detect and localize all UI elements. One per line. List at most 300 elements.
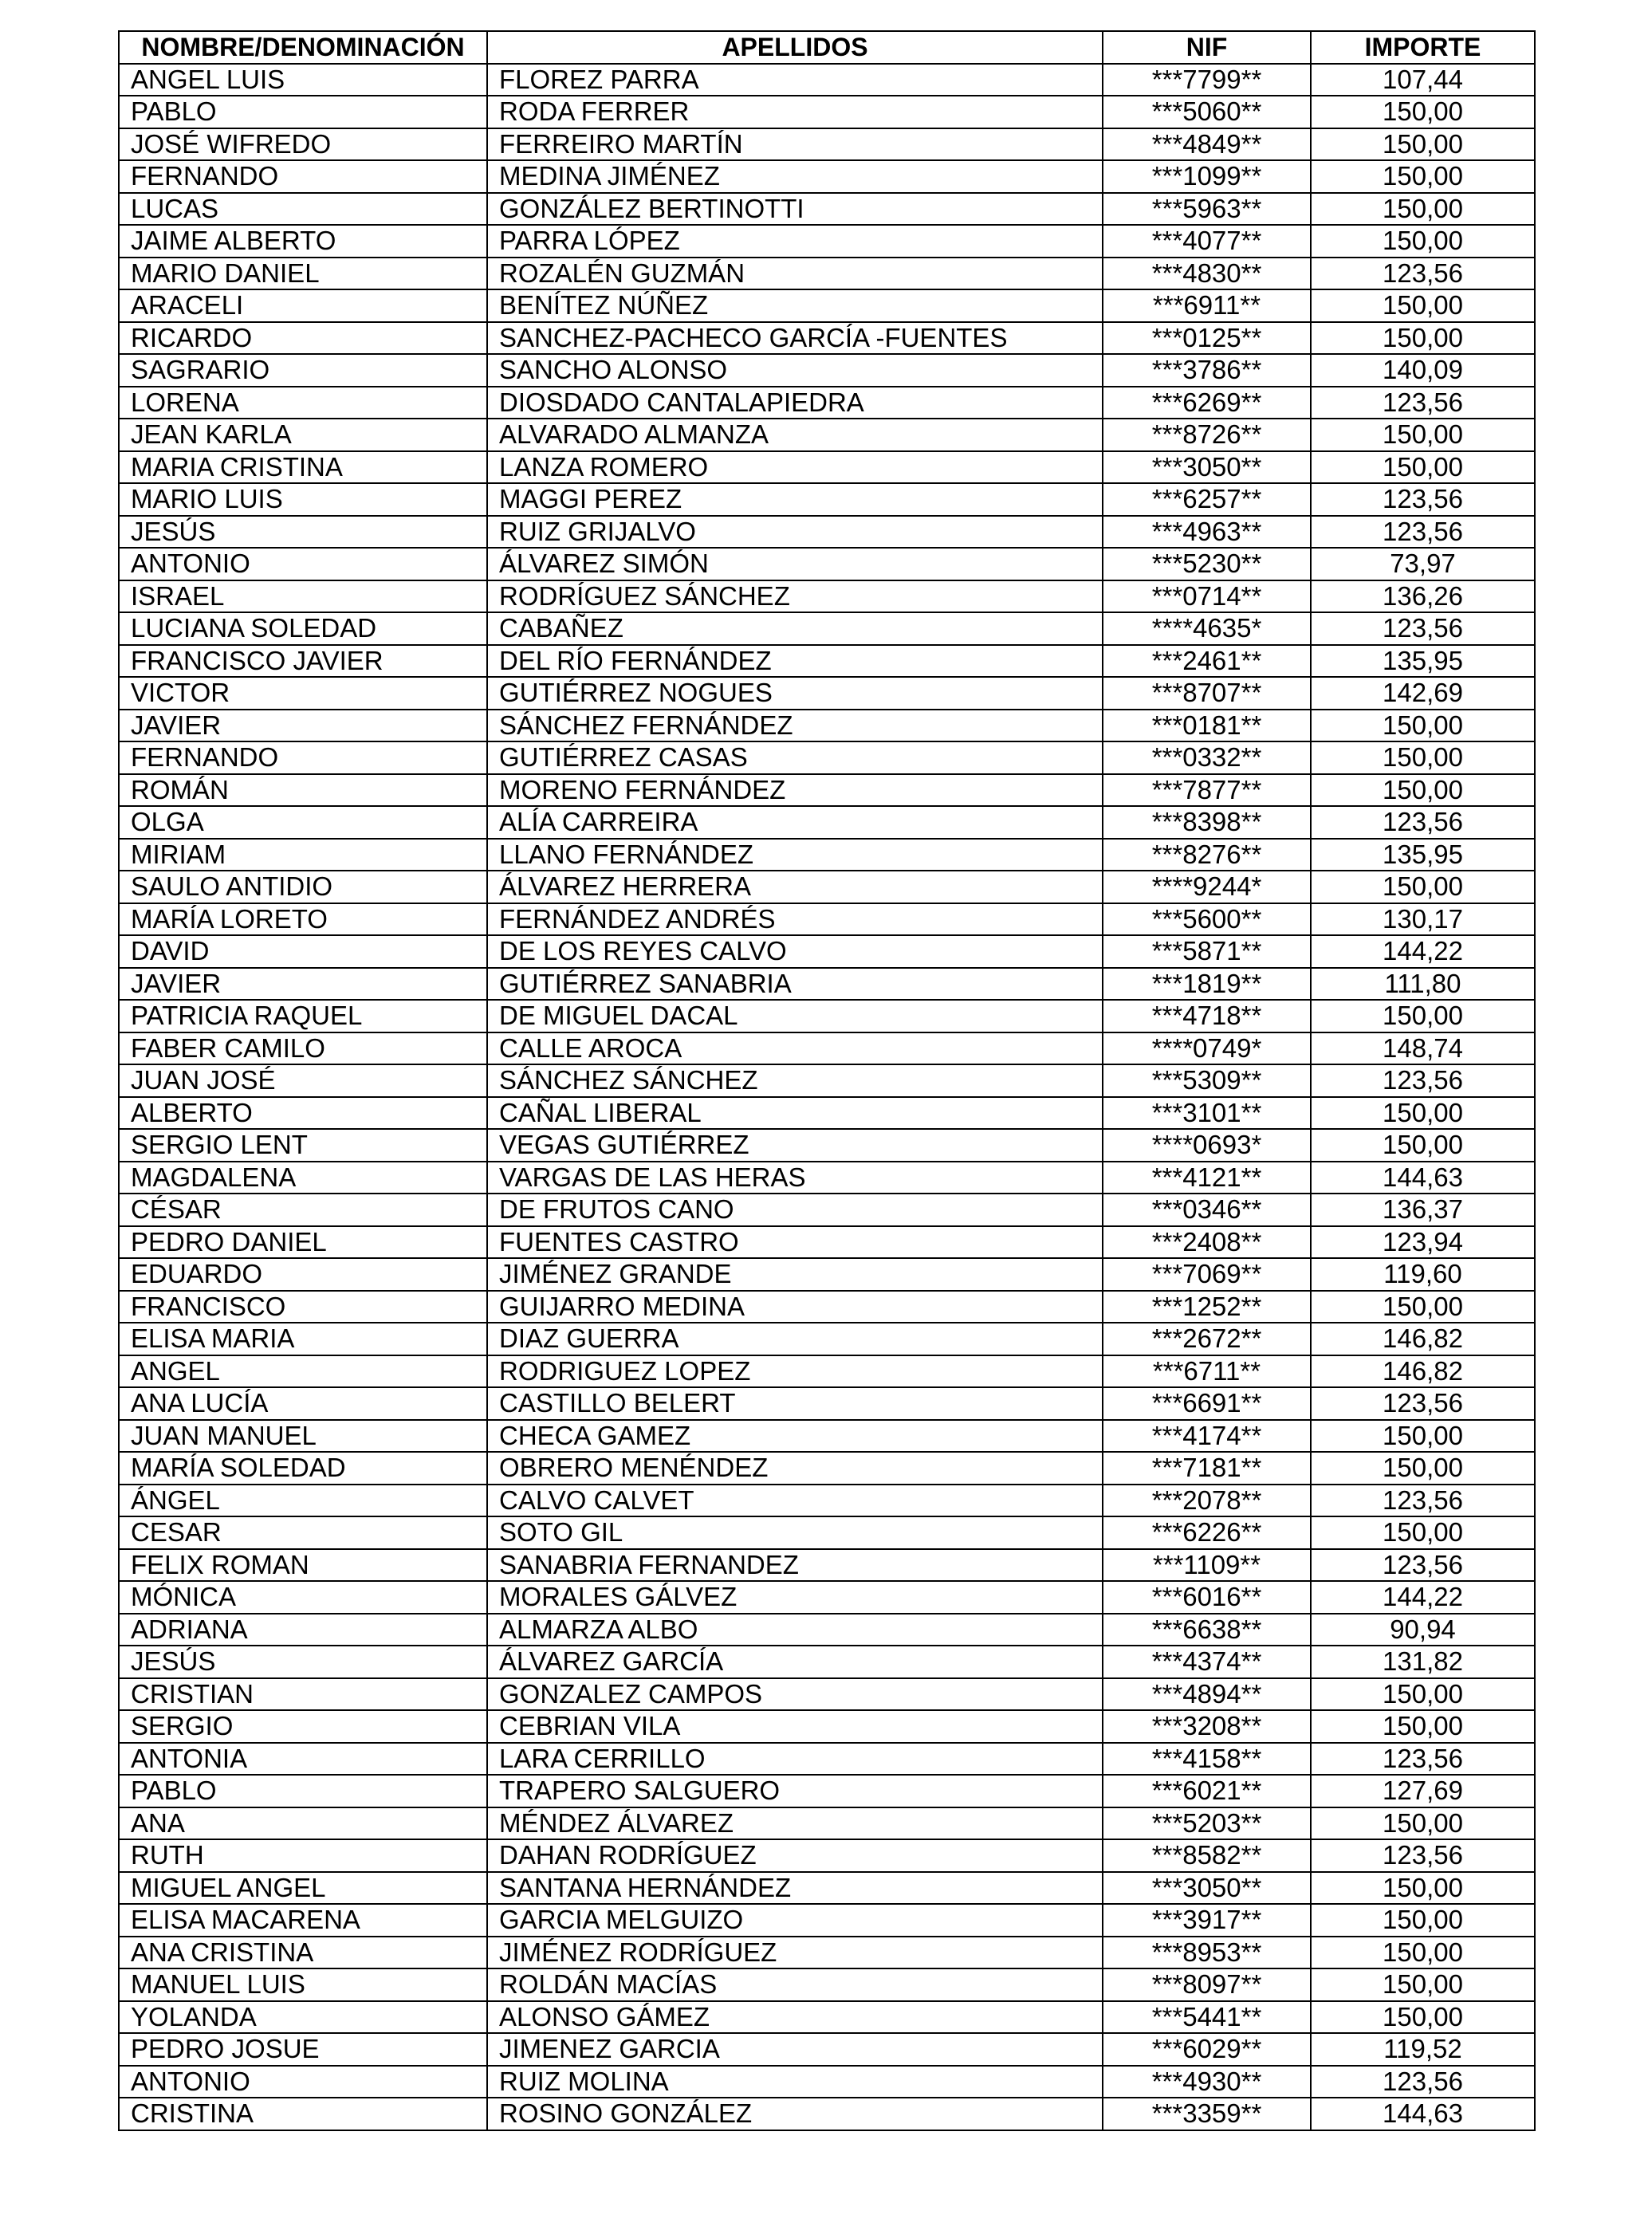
cell-nombre: YOLANDA xyxy=(119,2001,487,2034)
cell-nif: ***3101** xyxy=(1103,1097,1311,1130)
cell-nombre: LORENA xyxy=(119,387,487,419)
table-row xyxy=(119,612,1535,645)
cell-apellidos: JIMÉNEZ RODRÍGUEZ xyxy=(487,1937,1103,1969)
table-row xyxy=(119,322,1535,355)
cell-nif: ***6269** xyxy=(1103,387,1311,419)
cell-nombre: MARÍA LORETO xyxy=(119,903,487,936)
cell-apellidos: PARRA LÓPEZ xyxy=(487,225,1103,258)
cell-nif: ***6711** xyxy=(1103,1355,1311,1388)
cell-nombre: JAIME ALBERTO xyxy=(119,225,487,258)
cell-apellidos: ROZALÉN GUZMÁN xyxy=(487,258,1103,290)
cell-apellidos: JIMENEZ GARCIA xyxy=(487,2033,1103,2066)
table-row xyxy=(119,1323,1535,1355)
table-row xyxy=(119,1064,1535,1097)
cell-nombre: ELISA MACARENA xyxy=(119,1904,487,1937)
cell-apellidos: ÁLVAREZ GARCÍA xyxy=(487,1646,1103,1678)
cell-nombre: ANA xyxy=(119,1807,487,1840)
cell-apellidos: OBRERO MENÉNDEZ xyxy=(487,1452,1103,1485)
cell-nombre: MARIO LUIS xyxy=(119,483,487,516)
cell-nombre: FRANCISCO JAVIER xyxy=(119,645,487,678)
cell-nif: ***5230** xyxy=(1103,548,1311,580)
cell-apellidos: SÁNCHEZ FERNÁNDEZ xyxy=(487,710,1103,742)
cell-importe: 150,00 xyxy=(1311,774,1535,807)
table-row xyxy=(119,548,1535,580)
cell-nif: ***6226** xyxy=(1103,1516,1311,1549)
cell-nif: ***4718** xyxy=(1103,1000,1311,1032)
table-row xyxy=(119,1387,1535,1420)
cell-importe: 150,00 xyxy=(1311,160,1535,193)
cell-apellidos: DAHAN RODRÍGUEZ xyxy=(487,1839,1103,1872)
cell-importe: 150,00 xyxy=(1311,1516,1535,1549)
cell-nombre: MANUEL LUIS xyxy=(119,1968,487,2001)
cell-nif: ***4374** xyxy=(1103,1646,1311,1678)
cell-importe: 123,56 xyxy=(1311,1485,1535,1517)
cell-nif: ***3917** xyxy=(1103,1904,1311,1937)
cell-importe: 73,97 xyxy=(1311,548,1535,580)
cell-importe: 150,00 xyxy=(1311,225,1535,258)
cell-nif: ***4077** xyxy=(1103,225,1311,258)
cell-apellidos: RODA FERRER xyxy=(487,96,1103,128)
cell-apellidos: CEBRIAN VILA xyxy=(487,1710,1103,1743)
cell-nombre: LUCIANA SOLEDAD xyxy=(119,612,487,645)
cell-nif: ***6021** xyxy=(1103,1775,1311,1807)
cell-nif: ***6029** xyxy=(1103,2033,1311,2066)
cell-apellidos: GARCIA MELGUIZO xyxy=(487,1904,1103,1937)
cell-nombre: DAVID xyxy=(119,935,487,968)
table-row xyxy=(119,741,1535,774)
cell-apellidos: GUTIÉRREZ NOGUES xyxy=(487,677,1103,710)
cell-nombre: CRISTINA xyxy=(119,2098,487,2130)
table-row xyxy=(119,1097,1535,1130)
cell-nif: ***0181** xyxy=(1103,710,1311,742)
cell-nombre: MARIO DANIEL xyxy=(119,258,487,290)
cell-apellidos: GUTIÉRREZ CASAS xyxy=(487,741,1103,774)
cell-importe: 142,69 xyxy=(1311,677,1535,710)
cell-importe: 123,56 xyxy=(1311,387,1535,419)
cell-importe: 107,44 xyxy=(1311,64,1535,96)
cell-nif: ***4174** xyxy=(1103,1420,1311,1453)
table-row xyxy=(119,1516,1535,1549)
table-row xyxy=(119,128,1535,161)
cell-apellidos: DE FRUTOS CANO xyxy=(487,1194,1103,1226)
table-row xyxy=(119,1839,1535,1872)
cell-nombre: JAVIER xyxy=(119,968,487,1001)
cell-importe: 135,95 xyxy=(1311,839,1535,871)
cell-apellidos: FERNÁNDEZ ANDRÉS xyxy=(487,903,1103,936)
table-row xyxy=(119,968,1535,1001)
cell-nif: ***4830** xyxy=(1103,258,1311,290)
cell-apellidos: LLANO FERNÁNDEZ xyxy=(487,839,1103,871)
cell-apellidos: DE LOS REYES CALVO xyxy=(487,935,1103,968)
cell-importe: 150,00 xyxy=(1311,1291,1535,1323)
cell-importe: 150,00 xyxy=(1311,1420,1535,1453)
table-row xyxy=(119,1291,1535,1323)
cell-apellidos: MAGGI PEREZ xyxy=(487,483,1103,516)
cell-nombre: JEAN KARLA xyxy=(119,419,487,451)
cell-apellidos: SANCHEZ-PACHECO GARCÍA -FUENTES xyxy=(487,322,1103,355)
cell-apellidos: SANTANA HERNÁNDEZ xyxy=(487,1872,1103,1905)
beneficiaries-table xyxy=(118,30,1536,2131)
table-row xyxy=(119,935,1535,968)
cell-apellidos: GONZALEZ CAMPOS xyxy=(487,1678,1103,1711)
cell-nif: ***8707** xyxy=(1103,677,1311,710)
cell-nif: ***8726** xyxy=(1103,419,1311,451)
cell-nombre: ADRIANA xyxy=(119,1614,487,1646)
cell-nif: ***8953** xyxy=(1103,1937,1311,1969)
cell-nif: ***7799** xyxy=(1103,64,1311,96)
cell-importe: 123,56 xyxy=(1311,1387,1535,1420)
table-row xyxy=(119,1678,1535,1711)
cell-nombre: SAULO ANTIDIO xyxy=(119,871,487,903)
cell-importe: 136,26 xyxy=(1311,580,1535,613)
cell-nombre: PABLO xyxy=(119,96,487,128)
cell-apellidos: CASTILLO BELERT xyxy=(487,1387,1103,1420)
header-row xyxy=(119,31,1535,64)
cell-importe: 150,00 xyxy=(1311,741,1535,774)
cell-importe: 123,56 xyxy=(1311,1549,1535,1582)
cell-apellidos: ALVARADO ALMANZA xyxy=(487,419,1103,451)
cell-nombre: MARÍA SOLEDAD xyxy=(119,1452,487,1485)
cell-importe: 150,00 xyxy=(1311,289,1535,322)
cell-nombre: MAGDALENA xyxy=(119,1162,487,1194)
table-row xyxy=(119,1162,1535,1194)
cell-importe: 150,00 xyxy=(1311,1678,1535,1711)
cell-importe: 123,56 xyxy=(1311,806,1535,839)
header-nif: NIF xyxy=(1103,31,1311,64)
cell-apellidos: FLOREZ PARRA xyxy=(487,64,1103,96)
cell-nif: ***1099** xyxy=(1103,160,1311,193)
cell-apellidos: CALVO CALVET xyxy=(487,1485,1103,1517)
cell-nombre: CRISTIAN xyxy=(119,1678,487,1711)
cell-nombre: JOSÉ WIFREDO xyxy=(119,128,487,161)
cell-nif: ***7181** xyxy=(1103,1452,1311,1485)
cell-importe: 150,00 xyxy=(1311,1937,1535,1969)
table-row xyxy=(119,225,1535,258)
table-row xyxy=(119,1549,1535,1582)
cell-nombre: FERNANDO xyxy=(119,741,487,774)
table-row xyxy=(119,871,1535,903)
cell-nif: ****0749* xyxy=(1103,1032,1311,1065)
table-row xyxy=(119,160,1535,193)
table-row xyxy=(119,1420,1535,1453)
cell-nombre: ISRAEL xyxy=(119,580,487,613)
cell-nif: ***0125** xyxy=(1103,322,1311,355)
table-row xyxy=(119,1743,1535,1776)
table-row xyxy=(119,1485,1535,1517)
table-row xyxy=(119,2098,1535,2130)
cell-nif: ***8097** xyxy=(1103,1968,1311,2001)
cell-apellidos: ÁLVAREZ SIMÓN xyxy=(487,548,1103,580)
cell-apellidos: RODRIGUEZ LOPEZ xyxy=(487,1355,1103,1388)
cell-nif: ****4635* xyxy=(1103,612,1311,645)
table-row xyxy=(119,289,1535,322)
cell-nombre: JUAN MANUEL xyxy=(119,1420,487,1453)
cell-nif: ***1252** xyxy=(1103,1291,1311,1323)
cell-apellidos: CHECA GAMEZ xyxy=(487,1420,1103,1453)
cell-nif: ***2408** xyxy=(1103,1226,1311,1259)
cell-nombre: ANTONIA xyxy=(119,1743,487,1776)
cell-importe: 123,56 xyxy=(1311,1743,1535,1776)
cell-importe: 119,60 xyxy=(1311,1258,1535,1291)
cell-importe: 144,22 xyxy=(1311,1581,1535,1614)
cell-importe: 144,22 xyxy=(1311,935,1535,968)
header-importe: IMPORTE xyxy=(1311,31,1535,64)
table-row xyxy=(119,1355,1535,1388)
table-row xyxy=(119,806,1535,839)
cell-nif: ***1819** xyxy=(1103,968,1311,1001)
cell-importe: 146,82 xyxy=(1311,1323,1535,1355)
table-row xyxy=(119,839,1535,871)
table-row xyxy=(119,1258,1535,1291)
cell-importe: 123,56 xyxy=(1311,1064,1535,1097)
cell-importe: 150,00 xyxy=(1311,1710,1535,1743)
cell-apellidos: TRAPERO SALGUERO xyxy=(487,1775,1103,1807)
cell-importe: 150,00 xyxy=(1311,419,1535,451)
cell-nombre: PATRICIA RAQUEL xyxy=(119,1000,487,1032)
cell-importe: 123,56 xyxy=(1311,2066,1535,2098)
table-row xyxy=(119,64,1535,96)
cell-apellidos: MÉNDEZ ÁLVAREZ xyxy=(487,1807,1103,1840)
cell-nif: ***8582** xyxy=(1103,1839,1311,1872)
cell-nif: ***5600** xyxy=(1103,903,1311,936)
cell-importe: 136,37 xyxy=(1311,1194,1535,1226)
cell-nif: ***3359** xyxy=(1103,2098,1311,2130)
cell-nombre: ANTONIO xyxy=(119,2066,487,2098)
table-row xyxy=(119,580,1535,613)
cell-importe: 123,56 xyxy=(1311,516,1535,549)
cell-nif: ***5203** xyxy=(1103,1807,1311,1840)
table-row xyxy=(119,2001,1535,2034)
cell-nombre: ANA CRISTINA xyxy=(119,1937,487,1969)
table-row xyxy=(119,1646,1535,1678)
cell-nombre: RUTH xyxy=(119,1839,487,1872)
table-row xyxy=(119,1937,1535,1969)
cell-nif: ***7069** xyxy=(1103,1258,1311,1291)
cell-apellidos: RUIZ GRIJALVO xyxy=(487,516,1103,549)
cell-nombre: JESÚS xyxy=(119,1646,487,1678)
table-row xyxy=(119,645,1535,678)
cell-nif: ***5309** xyxy=(1103,1064,1311,1097)
table-row xyxy=(119,1452,1535,1485)
cell-importe: 150,00 xyxy=(1311,871,1535,903)
cell-apellidos: MORENO FERNÁNDEZ xyxy=(487,774,1103,807)
cell-importe: 111,80 xyxy=(1311,968,1535,1001)
table-row xyxy=(119,1968,1535,2001)
cell-apellidos: ALMARZA ALBO xyxy=(487,1614,1103,1646)
table-row xyxy=(119,1129,1535,1162)
cell-apellidos: DIAZ GUERRA xyxy=(487,1323,1103,1355)
cell-nif: ***3786** xyxy=(1103,354,1311,387)
cell-nif: ***5871** xyxy=(1103,935,1311,968)
cell-nombre: JAVIER xyxy=(119,710,487,742)
cell-nif: ***0714** xyxy=(1103,580,1311,613)
cell-apellidos: BENÍTEZ NÚÑEZ xyxy=(487,289,1103,322)
table-row xyxy=(119,1194,1535,1226)
table-row xyxy=(119,419,1535,451)
cell-nombre: ANGEL xyxy=(119,1355,487,1388)
cell-importe: 150,00 xyxy=(1311,193,1535,226)
cell-nombre: ARACELI xyxy=(119,289,487,322)
cell-nombre: ANGEL LUIS xyxy=(119,64,487,96)
header-nombre: NOMBRE/DENOMINACIÓN xyxy=(119,31,487,64)
cell-nif: ***4894** xyxy=(1103,1678,1311,1711)
cell-apellidos: GONZÁLEZ BERTINOTTI xyxy=(487,193,1103,226)
cell-apellidos: ALÍA CARREIRA xyxy=(487,806,1103,839)
cell-nombre: FABER CAMILO xyxy=(119,1032,487,1065)
cell-importe: 130,17 xyxy=(1311,903,1535,936)
cell-nombre: MÓNICA xyxy=(119,1581,487,1614)
cell-nif: ***4158** xyxy=(1103,1743,1311,1776)
cell-apellidos: ÁLVAREZ HERRERA xyxy=(487,871,1103,903)
cell-importe: 150,00 xyxy=(1311,96,1535,128)
cell-nif: ***7877** xyxy=(1103,774,1311,807)
cell-importe: 119,52 xyxy=(1311,2033,1535,2066)
cell-nombre: SERGIO LENT xyxy=(119,1129,487,1162)
cell-nombre: JESÚS xyxy=(119,516,487,549)
cell-apellidos: SOTO GIL xyxy=(487,1516,1103,1549)
cell-nombre: SERGIO xyxy=(119,1710,487,1743)
cell-nombre: JUAN JOSÉ xyxy=(119,1064,487,1097)
cell-apellidos: CALLE AROCA xyxy=(487,1032,1103,1065)
cell-apellidos: GUIJARRO MEDINA xyxy=(487,1291,1103,1323)
header-apellidos: APELLIDOS xyxy=(487,31,1103,64)
cell-nif: ***4963** xyxy=(1103,516,1311,549)
cell-apellidos: VARGAS DE LAS HERAS xyxy=(487,1162,1103,1194)
cell-nombre: PEDRO DANIEL xyxy=(119,1226,487,1259)
cell-nombre: EDUARDO xyxy=(119,1258,487,1291)
cell-importe: 123,94 xyxy=(1311,1226,1535,1259)
table-row xyxy=(119,1904,1535,1937)
cell-apellidos: GUTIÉRREZ SANABRIA xyxy=(487,968,1103,1001)
cell-apellidos: CAÑAL LIBERAL xyxy=(487,1097,1103,1130)
cell-importe: 150,00 xyxy=(1311,1452,1535,1485)
cell-importe: 144,63 xyxy=(1311,2098,1535,2130)
table-row xyxy=(119,1032,1535,1065)
table-row xyxy=(119,1872,1535,1905)
cell-importe: 150,00 xyxy=(1311,1968,1535,2001)
cell-importe: 135,95 xyxy=(1311,645,1535,678)
cell-apellidos: DIOSDADO CANTALAPIEDRA xyxy=(487,387,1103,419)
cell-importe: 150,00 xyxy=(1311,1000,1535,1032)
cell-nombre: ROMÁN xyxy=(119,774,487,807)
cell-nif: ***5963** xyxy=(1103,193,1311,226)
table-row xyxy=(119,96,1535,128)
table-row xyxy=(119,1226,1535,1259)
table-row xyxy=(119,516,1535,549)
cell-nombre: FRANCISCO xyxy=(119,1291,487,1323)
cell-apellidos: LANZA ROMERO xyxy=(487,451,1103,484)
cell-nif: ***6691** xyxy=(1103,1387,1311,1420)
cell-nif: ****0693* xyxy=(1103,1129,1311,1162)
cell-importe: 127,69 xyxy=(1311,1775,1535,1807)
cell-nombre: VICTOR xyxy=(119,677,487,710)
cell-apellidos: CABAÑEZ xyxy=(487,612,1103,645)
cell-importe: 150,00 xyxy=(1311,322,1535,355)
table-row xyxy=(119,387,1535,419)
cell-apellidos: MORALES GÁLVEZ xyxy=(487,1581,1103,1614)
table-row xyxy=(119,2066,1535,2098)
table-row xyxy=(119,451,1535,484)
cell-nombre: CESAR xyxy=(119,1516,487,1549)
table-row xyxy=(119,1581,1535,1614)
cell-importe: 144,63 xyxy=(1311,1162,1535,1194)
table-row xyxy=(119,193,1535,226)
table-row xyxy=(119,710,1535,742)
cell-apellidos: DEL RÍO FERNÁNDEZ xyxy=(487,645,1103,678)
cell-nif: ***6638** xyxy=(1103,1614,1311,1646)
cell-apellidos: MEDINA JIMÉNEZ xyxy=(487,160,1103,193)
cell-nif: ***2461** xyxy=(1103,645,1311,678)
cell-nombre: FERNANDO xyxy=(119,160,487,193)
cell-nombre: MIGUEL ANGEL xyxy=(119,1872,487,1905)
table-row xyxy=(119,774,1535,807)
cell-apellidos: LARA CERRILLO xyxy=(487,1743,1103,1776)
cell-apellidos: SANCHO ALONSO xyxy=(487,354,1103,387)
cell-nombre: FELIX ROMAN xyxy=(119,1549,487,1582)
cell-nif: ***2078** xyxy=(1103,1485,1311,1517)
cell-importe: 131,82 xyxy=(1311,1646,1535,1678)
cell-apellidos: ALONSO GÁMEZ xyxy=(487,2001,1103,2034)
cell-importe: 123,56 xyxy=(1311,1839,1535,1872)
cell-nombre: ÁNGEL xyxy=(119,1485,487,1517)
document-page xyxy=(118,30,1534,2131)
cell-nif: ***1109** xyxy=(1103,1549,1311,1582)
cell-nombre: CÉSAR xyxy=(119,1194,487,1226)
cell-importe: 123,56 xyxy=(1311,258,1535,290)
cell-nombre: MIRIAM xyxy=(119,839,487,871)
cell-nombre: OLGA xyxy=(119,806,487,839)
cell-nombre: ANTONIO xyxy=(119,548,487,580)
cell-nombre: ANA LUCÍA xyxy=(119,1387,487,1420)
cell-importe: 146,82 xyxy=(1311,1355,1535,1388)
table-row xyxy=(119,1614,1535,1646)
table-row xyxy=(119,1807,1535,1840)
table-row xyxy=(119,1775,1535,1807)
cell-nif: ***3050** xyxy=(1103,451,1311,484)
cell-nif: ***4849** xyxy=(1103,128,1311,161)
cell-nif: ***4121** xyxy=(1103,1162,1311,1194)
cell-nif: ***3050** xyxy=(1103,1872,1311,1905)
cell-importe: 123,56 xyxy=(1311,483,1535,516)
cell-nombre: SAGRARIO xyxy=(119,354,487,387)
cell-importe: 123,56 xyxy=(1311,612,1535,645)
cell-nif: ***2672** xyxy=(1103,1323,1311,1355)
cell-nif: ****9244* xyxy=(1103,871,1311,903)
table-header xyxy=(119,31,1535,64)
cell-nif: ***8276** xyxy=(1103,839,1311,871)
cell-apellidos: DE MIGUEL DACAL xyxy=(487,1000,1103,1032)
cell-nif: ***6911** xyxy=(1103,289,1311,322)
cell-importe: 150,00 xyxy=(1311,1872,1535,1905)
cell-apellidos: SÁNCHEZ SÁNCHEZ xyxy=(487,1064,1103,1097)
cell-importe: 90,94 xyxy=(1311,1614,1535,1646)
cell-importe: 150,00 xyxy=(1311,1807,1535,1840)
cell-apellidos: FUENTES CASTRO xyxy=(487,1226,1103,1259)
cell-nombre: ELISA MARIA xyxy=(119,1323,487,1355)
cell-apellidos: VEGAS GUTIÉRREZ xyxy=(487,1129,1103,1162)
table-row xyxy=(119,483,1535,516)
cell-importe: 150,00 xyxy=(1311,128,1535,161)
cell-nombre: PABLO xyxy=(119,1775,487,1807)
cell-nombre: ALBERTO xyxy=(119,1097,487,1130)
cell-importe: 140,09 xyxy=(1311,354,1535,387)
cell-importe: 150,00 xyxy=(1311,1129,1535,1162)
table-row xyxy=(119,354,1535,387)
cell-nombre: RICARDO xyxy=(119,322,487,355)
table-row xyxy=(119,677,1535,710)
table-row xyxy=(119,258,1535,290)
cell-apellidos: RODRÍGUEZ SÁNCHEZ xyxy=(487,580,1103,613)
